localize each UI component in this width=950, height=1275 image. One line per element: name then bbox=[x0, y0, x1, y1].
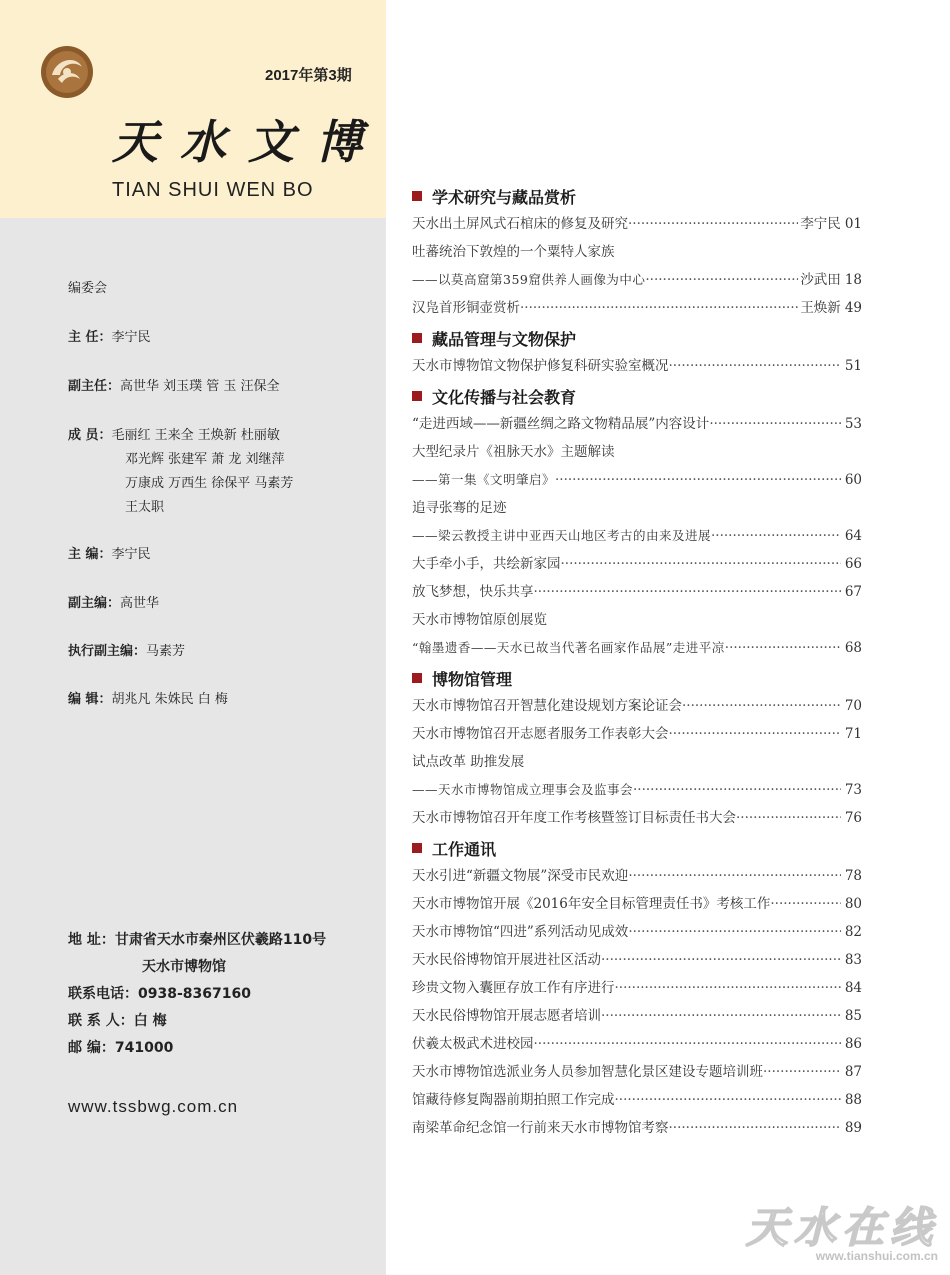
toc-entry-title: 吐蕃统治下敦煌的一个粟特人家族 bbox=[412, 244, 615, 260]
toc-entry-title: “走进西域——新疆丝绸之路文物精品展”内容设计 bbox=[412, 416, 710, 432]
toc-entry[interactable] bbox=[412, 210, 862, 238]
leader-dots bbox=[669, 1114, 841, 1142]
leader-dots bbox=[534, 578, 841, 606]
toc-entry-page: 84 bbox=[844, 980, 862, 996]
toc-entry[interactable] bbox=[412, 1114, 862, 1142]
toc-entry[interactable] bbox=[412, 466, 862, 494]
toc-entry[interactable] bbox=[412, 748, 862, 776]
leader-dots bbox=[628, 210, 798, 238]
leader-dots bbox=[709, 410, 841, 438]
board-members: 成 员：毛丽红 王来全 王焕新 杜丽敏 邓光辉 张建军 萧 龙 刘继萍 万康成 万西生 徐保平 马素芳 王太职 bbox=[68, 428, 294, 515]
toc-entry-page: 01 bbox=[844, 216, 862, 232]
toc-entry[interactable] bbox=[412, 692, 862, 720]
toc-entry[interactable] bbox=[412, 606, 862, 634]
leader-dots bbox=[682, 692, 841, 720]
toc-entry-title: 天水市博物馆选派业务人员参加智慧化景区建设专题培训班 bbox=[412, 1064, 763, 1080]
section-marker-icon bbox=[412, 333, 422, 343]
toc-entry-title: 天水市博物馆“四进”系列活动见成效 bbox=[412, 924, 629, 940]
toc-section-heading: 博物馆管理 bbox=[412, 664, 862, 692]
toc-entry-title: 天水出土屏风式石棺床的修复及研究 bbox=[412, 216, 628, 232]
leader-dots bbox=[645, 266, 798, 294]
toc-entry-page: 78 bbox=[844, 868, 862, 884]
leader-dots bbox=[763, 1058, 841, 1086]
toc-entry[interactable] bbox=[412, 804, 862, 832]
section-marker-icon bbox=[412, 673, 422, 683]
toc-entry[interactable] bbox=[412, 238, 862, 266]
toc-entry[interactable] bbox=[412, 1030, 862, 1058]
toc-entry[interactable] bbox=[412, 720, 862, 748]
toc-entry-title: 试点改革 助推发展 bbox=[412, 754, 525, 770]
toc-entry[interactable] bbox=[412, 918, 862, 946]
toc-entry[interactable] bbox=[412, 1002, 862, 1030]
address-line2: 天水市博物馆 bbox=[142, 959, 226, 975]
website-link[interactable]: www.tssbwg.com.cn bbox=[68, 1097, 239, 1116]
toc-entry-author: 王焕新 bbox=[800, 300, 841, 316]
phone-number: 0938-8367160 bbox=[138, 986, 251, 1002]
watermark bbox=[746, 1195, 938, 1263]
postcode: 741000 bbox=[114, 1040, 174, 1056]
toc-entry[interactable] bbox=[412, 634, 862, 662]
leader-dots bbox=[534, 1030, 841, 1058]
toc-entry-page: 49 bbox=[844, 300, 862, 316]
toc-entry-title: 汉凫首形铜壶赏析 bbox=[412, 300, 520, 316]
toc-entry-page: 53 bbox=[844, 416, 862, 432]
toc-entry-title: 天水市博物馆召开年度工作考核暨签订目标责任书大会 bbox=[412, 810, 736, 826]
toc-entry-page: 18 bbox=[844, 272, 862, 288]
toc-entry-page: 64 bbox=[844, 528, 862, 544]
section-marker-icon bbox=[412, 191, 422, 201]
toc-entry-page: 73 bbox=[844, 782, 862, 798]
toc-entry-title: 天水市博物馆文物保护修复科研实验室概况 bbox=[412, 358, 669, 374]
board-vice-director: 副主任：高世华 刘玉璞 管 玉 汪保全 bbox=[68, 379, 280, 394]
section-marker-icon bbox=[412, 391, 422, 401]
leader-dots bbox=[628, 918, 841, 946]
toc-entry-title: ——以莫高窟第359窟供养人画像为中心 bbox=[412, 272, 646, 287]
toc-section-heading: 学术研究与藏品赏析 bbox=[412, 182, 862, 210]
toc-entry-title: 天水市博物馆开展《2016年安全目标管理责任书》考核工作 bbox=[412, 896, 771, 912]
toc-entry-page: 82 bbox=[844, 924, 862, 940]
toc-entry-title: ——天水市博物馆成立理事会及监事会 bbox=[412, 782, 634, 797]
contact-block bbox=[68, 927, 326, 1062]
contact-person: 白 梅 bbox=[133, 1013, 167, 1029]
leader-dots bbox=[555, 466, 841, 494]
leader-dots bbox=[561, 550, 841, 578]
toc-entry-title: 天水引进“新疆文物展”深受市民欢迎 bbox=[412, 868, 629, 884]
address-line1: 甘肃省天水市秦州区伏羲路110号 bbox=[114, 932, 327, 948]
masthead bbox=[0, 0, 386, 218]
toc-entry-title: 大型纪录片《祖脉天水》主题解读 bbox=[412, 444, 615, 460]
toc-entry[interactable] bbox=[412, 550, 862, 578]
toc-entry[interactable] bbox=[412, 578, 862, 606]
board-chief-editor: 主 编：李宁民 bbox=[68, 547, 151, 562]
toc-entry[interactable] bbox=[412, 438, 862, 466]
museum-logo-emblem bbox=[40, 45, 94, 99]
toc-entry-author: 李宁民 bbox=[800, 216, 841, 232]
leader-dots bbox=[615, 1086, 841, 1114]
watermark-url: www.tianshui.com.cn bbox=[815, 1249, 938, 1263]
toc-entry[interactable] bbox=[412, 1086, 862, 1114]
toc-entry-page: 83 bbox=[844, 952, 862, 968]
toc-entry-page: 67 bbox=[844, 584, 862, 600]
toc-entry-title: 天水市博物馆召开志愿者服务工作表彰大会 bbox=[412, 726, 669, 742]
toc-entry-page: 51 bbox=[844, 358, 862, 374]
toc-entry-title: ——第一集《文明肇启》 bbox=[412, 472, 556, 487]
toc-entry-page: 66 bbox=[844, 556, 862, 572]
leader-dots bbox=[615, 974, 841, 1002]
leader-dots bbox=[669, 720, 841, 748]
table-of-contents bbox=[412, 180, 862, 1142]
leader-dots bbox=[669, 352, 841, 380]
toc-entry-page: 89 bbox=[844, 1120, 862, 1136]
toc-entry[interactable] bbox=[412, 862, 862, 890]
leader-dots bbox=[601, 1002, 841, 1030]
toc-entry-title: 南梁革命纪念馆一行前来天水市博物馆考察 bbox=[412, 1120, 669, 1136]
board-editors: 编 辑：胡兆凡 朱姝民 白 梅 bbox=[68, 692, 228, 707]
journal-title-cn: 天水文博 bbox=[112, 115, 384, 169]
leader-dots bbox=[711, 522, 841, 550]
toc-entry-page: 70 bbox=[844, 698, 862, 714]
leader-dots bbox=[770, 890, 840, 918]
toc-section-heading: 藏品管理与文物保护 bbox=[412, 324, 862, 352]
postcode-label: 邮 编： bbox=[68, 1040, 115, 1056]
toc-entry[interactable] bbox=[412, 946, 862, 974]
leader-dots bbox=[736, 804, 841, 832]
leader-dots bbox=[628, 862, 841, 890]
section-marker-icon bbox=[412, 843, 422, 853]
issue-number: 2017年第3期 bbox=[265, 67, 352, 84]
toc-entry[interactable] bbox=[412, 352, 862, 380]
toc-entry-title: 天水市博物馆原创展览 bbox=[412, 612, 547, 628]
toc-entry[interactable] bbox=[412, 522, 862, 550]
journal-title-en: TIAN SHUI WEN BO bbox=[112, 179, 314, 201]
address-label: 地 址： bbox=[68, 932, 115, 948]
leader-dots bbox=[725, 634, 841, 662]
phone-label: 联系电话： bbox=[68, 986, 138, 1002]
toc-entry-title: 天水民俗博物馆开展志愿者培训 bbox=[412, 1008, 601, 1024]
board-exec-deputy-editor: 执行副主编：马素芳 bbox=[68, 644, 186, 659]
toc-entry-title: 大手牵小手，共绘新家园 bbox=[412, 556, 561, 572]
toc-entry-page: 80 bbox=[844, 896, 862, 912]
toc-entry-page: 85 bbox=[844, 1008, 862, 1024]
leader-dots bbox=[520, 294, 798, 322]
toc-section-heading: 文化传播与社会教育 bbox=[412, 382, 862, 410]
toc-entry-title: 伏羲太极武术进校园 bbox=[412, 1036, 534, 1052]
toc-entry-title: “翰墨遗香——天水已故当代著名画家作品展”走进平凉 bbox=[412, 640, 725, 655]
toc-entry-author: 沙武田 bbox=[800, 272, 841, 288]
toc-entry[interactable] bbox=[412, 1058, 862, 1086]
toc-entry-page: 86 bbox=[844, 1036, 862, 1052]
toc-entry[interactable] bbox=[412, 266, 862, 294]
toc-entry-page: 71 bbox=[844, 726, 862, 742]
toc-entry-title: 馆藏待修复陶器前期拍照工作完成 bbox=[412, 1092, 615, 1108]
watermark-text: 天水在线 bbox=[745, 1203, 938, 1252]
toc-entry-title: 天水民俗博物馆开展进社区活动 bbox=[412, 952, 601, 968]
toc-entry-page: 60 bbox=[844, 472, 862, 488]
toc-entry[interactable] bbox=[412, 494, 862, 522]
toc-entry-page: 76 bbox=[844, 810, 862, 826]
toc-entry-title: 天水市博物馆召开智慧化建设规划方案论证会 bbox=[412, 698, 682, 714]
toc-entry-page: 68 bbox=[844, 640, 862, 656]
board-director: 主 任：李宁民 bbox=[68, 330, 151, 345]
toc-entry-title: 放飞梦想，快乐共享 bbox=[412, 584, 534, 600]
board-deputy-editor: 副主编：高世华 bbox=[68, 596, 160, 611]
toc-entry[interactable] bbox=[412, 294, 862, 322]
leader-dots bbox=[601, 946, 841, 974]
contact-person-label: 联 系 人： bbox=[68, 1013, 134, 1029]
leader-dots bbox=[633, 776, 841, 804]
toc-entry-title: ——梁云教授主讲中亚西天山地区考古的由来及进展 bbox=[412, 528, 712, 543]
toc-entry[interactable] bbox=[412, 776, 862, 804]
toc-entry-title: 追寻张骞的足迹 bbox=[412, 500, 507, 516]
toc-entry-page: 87 bbox=[844, 1064, 862, 1080]
editorial-board-heading: 编委会 bbox=[68, 281, 108, 296]
toc-entry-page: 88 bbox=[844, 1092, 862, 1108]
toc-entry[interactable] bbox=[412, 410, 862, 438]
toc-entry[interactable] bbox=[412, 890, 862, 918]
toc-entry-title: 珍贵文物入囊匣存放工作有序进行 bbox=[412, 980, 615, 996]
toc-entry[interactable] bbox=[412, 974, 862, 1002]
toc-section-heading: 工作通讯 bbox=[412, 834, 862, 862]
